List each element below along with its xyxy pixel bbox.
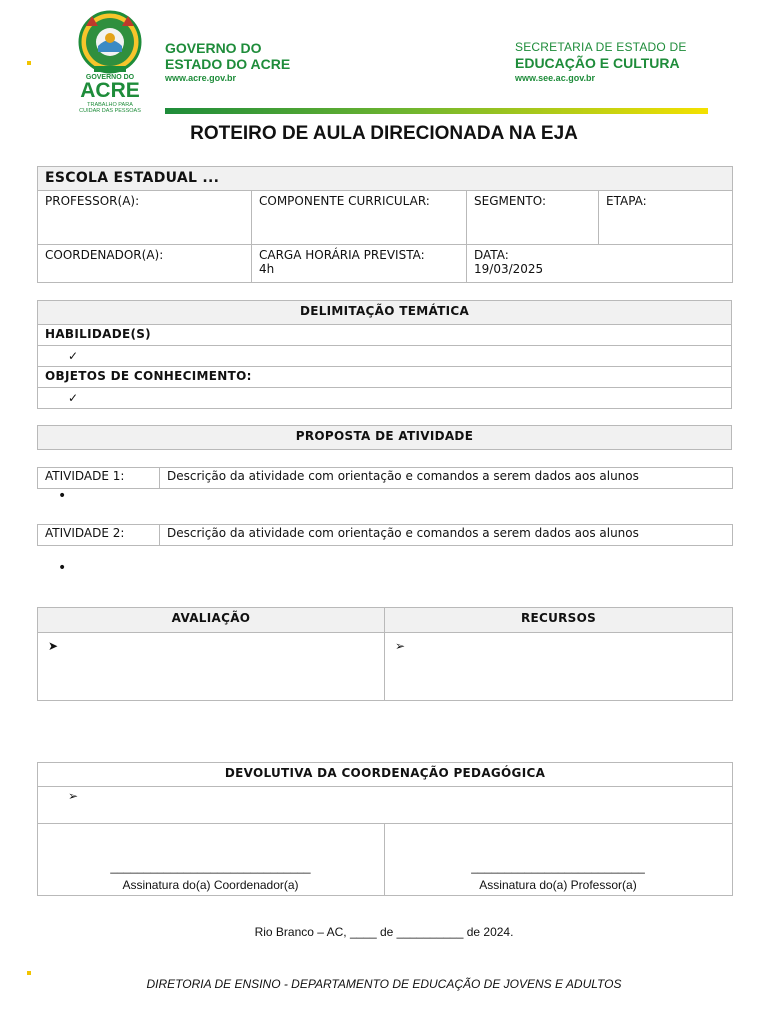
componente-field[interactable] xyxy=(252,191,467,245)
professor-label: PROFESSOR(A): xyxy=(45,194,140,208)
data-field[interactable] xyxy=(467,245,733,283)
logo-caption-main: ACRE xyxy=(80,79,140,102)
coordenador-signature-label: Assinatura do(a) Coordenador(a) xyxy=(122,878,299,892)
header-gradient-bar xyxy=(165,108,708,114)
data-value: 19/03/2025 xyxy=(474,262,544,276)
sec-line-2: EDUCAÇÃO E CULTURA xyxy=(515,55,680,71)
devolutiva-heading: DEVOLUTIVA DA COORDENAÇÃO PEDAGÓGICA xyxy=(38,763,733,787)
habilidades-input[interactable] xyxy=(38,346,732,367)
carga-value: 4h xyxy=(259,262,275,276)
check-icon: ✓ xyxy=(68,391,79,405)
objetos-label: OBJETOS DE CONHECIMENTO: xyxy=(38,367,732,388)
school-name: ESCOLA ESTADUAL ... xyxy=(38,167,733,191)
footer-date-line: Rio Branco – AC, ____ de __________ de 2024. xyxy=(254,925,514,939)
proposta-heading: PROPOSTA DE ATIVIDADE xyxy=(38,426,732,450)
avaliacao-heading: AVALIAÇÃO xyxy=(38,608,385,633)
professor-field[interactable] xyxy=(38,191,252,245)
avaliacao-input[interactable] xyxy=(38,633,385,701)
objetos-input[interactable] xyxy=(38,388,732,409)
activity-1-label: ATIVIDADE 1: xyxy=(38,468,160,489)
componente-label: COMPONENTE CURRICULAR: xyxy=(259,194,430,208)
arrow-bullet-icon: ➤ xyxy=(48,639,59,653)
acre-coat-of-arms-logo xyxy=(72,6,148,116)
margin-dot-bottom xyxy=(27,971,31,975)
coordenador-label: COORDENADOR(A): xyxy=(45,248,164,262)
government-name xyxy=(165,40,290,83)
logo-caption-top: GOVERNO DO xyxy=(85,74,135,81)
etapa-label: ETAPA: xyxy=(606,194,647,208)
coordenador-field[interactable] xyxy=(38,245,252,283)
data-label: DATA: xyxy=(474,248,509,262)
carga-field[interactable] xyxy=(252,245,467,283)
recursos-heading: RECURSOS xyxy=(385,608,733,633)
coordenador-signature-line: ______________________________ xyxy=(110,860,311,874)
arrow-bullet-icon: ➢ xyxy=(68,789,79,803)
gov-url: www.acre.gov.br xyxy=(165,73,237,83)
segmento-field[interactable] xyxy=(467,191,599,245)
school-info-table xyxy=(37,166,733,283)
secretariat-name xyxy=(515,40,687,83)
activity-1-bullet-icon: • xyxy=(58,488,67,504)
professor-signature-label: Assinatura do(a) Professor(a) xyxy=(479,878,637,892)
sec-url: www.see.ac.gov.br xyxy=(515,73,596,83)
recursos-input[interactable] xyxy=(385,633,733,701)
check-icon: ✓ xyxy=(68,349,79,363)
gov-line-2: ESTADO DO ACRE xyxy=(165,56,291,72)
devolutiva-input[interactable] xyxy=(38,787,733,824)
activity-2-table xyxy=(37,524,733,546)
delimitacao-heading: DELIMITAÇÃO TEMÁTICA xyxy=(38,301,732,325)
activity-2-bullet-icon: • xyxy=(58,560,67,576)
activity-2-description[interactable]: Descrição da atividade com orientação e comandos a serem dados aos alunos xyxy=(160,525,733,546)
delimitacao-table xyxy=(37,300,732,409)
activity-1-table xyxy=(37,467,733,489)
gov-line-1: GOVERNO DO xyxy=(165,40,262,56)
habilidades-label: HABILIDADE(S) xyxy=(38,325,732,346)
professor-signature-line: __________________________ xyxy=(471,860,645,874)
arrow-bullet-icon: ➢ xyxy=(395,639,406,653)
carga-label: CARGA HORÁRIA PREVISTA: xyxy=(259,248,425,262)
activity-1-description[interactable]: Descrição da atividade com orientação e comandos a serem dados aos alunos xyxy=(160,468,733,489)
proposta-heading-table xyxy=(37,425,732,450)
avaliacao-recursos-table xyxy=(37,607,733,701)
segmento-label: SEGMENTO: xyxy=(474,194,547,208)
sec-line-1: SECRETARIA DE ESTADO DE xyxy=(515,40,687,54)
activity-2-label: ATIVIDADE 2: xyxy=(38,525,160,546)
margin-dot-top xyxy=(27,61,31,65)
logo-caption-tag2: CUIDAR DAS PESSOAS xyxy=(79,108,141,114)
document-title: ROTEIRO DE AULA DIRECIONADA NA EJA xyxy=(190,123,578,144)
logo-caption-tag1: TRABALHO PARA xyxy=(87,102,133,108)
footer-department: DIRETORIA DE ENSINO - DEPARTAMENTO DE EDUCAÇÃO DE JOVENS E ADULTOS xyxy=(146,977,622,991)
devolutiva-table xyxy=(37,762,733,896)
etapa-field[interactable] xyxy=(599,191,733,245)
